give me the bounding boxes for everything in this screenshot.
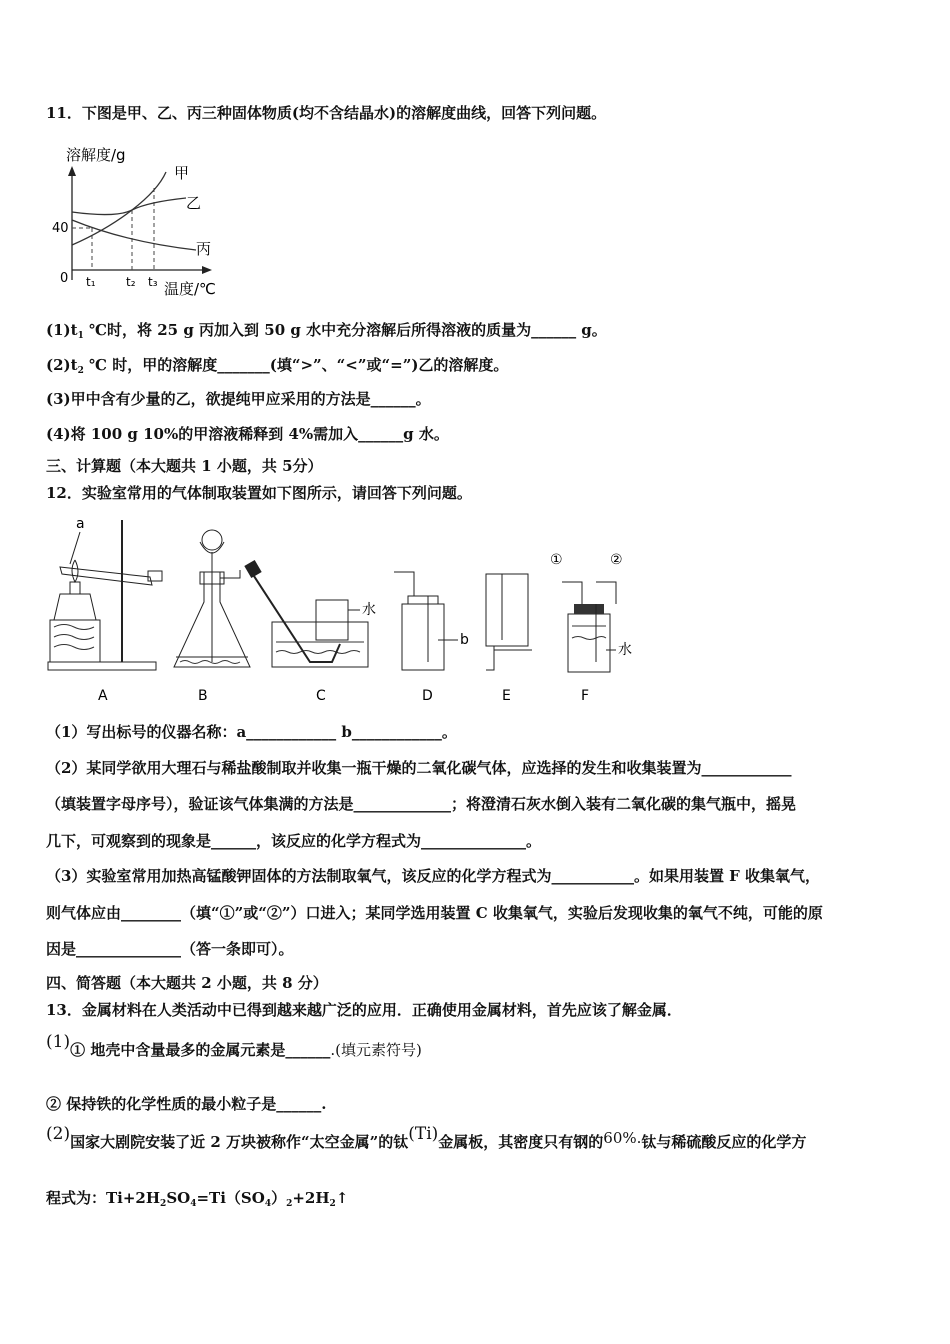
label-bing: 丙 xyxy=(196,240,212,258)
curve-jia xyxy=(72,172,166,245)
tick-t3: t₃ xyxy=(148,275,158,289)
question-12-title: 12．实验室常用的气体制取装置如下图所示，请回答下列问题。 xyxy=(46,484,472,502)
label-jia: 甲 xyxy=(174,164,190,182)
q12-part3-line2: 则气体应由________（填“①”或“②”）口进入；某同学选用装置 C 收集氧气，实验后发现收集的氧气不纯，可能的原 xyxy=(46,904,823,922)
chart-origin: 0 xyxy=(60,271,69,286)
q11-part4: (4)将 100 g 10%的甲溶液稀释到 4%需加入______g 水。 xyxy=(46,425,449,443)
q12-part2-line3: 几下，可观察到的现象是______，该反应的化学方程式为______________。 xyxy=(46,832,542,850)
label-A: A xyxy=(98,688,108,704)
apparatus-D xyxy=(394,572,469,704)
apparatus-B xyxy=(174,530,250,704)
q11-part3: (3)甲中含有少量的乙，欲提纯甲应采用的方法是______。 xyxy=(46,390,431,408)
chart-xlabel: 温度/℃ xyxy=(164,280,216,298)
section-4-heading: 四、简答题（本大题共 2 小题，共 8 分） xyxy=(46,974,328,992)
question-13-title: 13．金属材料在人类活动中已得到越来越广泛的应用．正确使用金属材料，首先应该了解金属． xyxy=(46,1001,682,1019)
label-D: D xyxy=(422,688,433,704)
label-B: B xyxy=(198,688,208,704)
q12-part2-line1: （2）某同学欲用大理石与稀盐酸制取并收集一瓶干燥的二氧化碳气体，应选择的发生和收集装置为____________ xyxy=(46,759,792,777)
q12-part3-line3: 因是______________（答一条即可）。 xyxy=(46,940,294,958)
apparatus-A xyxy=(48,516,162,704)
chart-ylabel: 溶解度/g xyxy=(66,146,126,164)
q12-part3-line1: （3）实验室常用加热高锰酸钾固体的方法制取氧气，该反应的化学方程式为___________。如果用装置 F 收集氧气， xyxy=(46,867,821,885)
q11-part1: $(1)t_1$ ℃时，将 25 g 丙加入到 50 g 水中充分溶解后所得溶液的质量为______ g。 xyxy=(46,321,607,341)
label-port-1: ① xyxy=(550,552,563,568)
q13-equation: 程式为：$Ti+2H_2SO_4=Ti(SO_4)_2+2H_2↑$ xyxy=(46,1189,349,1209)
solubility-chart xyxy=(46,140,236,300)
label-F: F xyxy=(581,688,590,704)
apparatus-F xyxy=(550,552,632,704)
q13-part1b: ② 保持铁的化学性质的最小粒子是______. xyxy=(46,1095,327,1113)
label-a: a xyxy=(76,516,85,532)
label-yi: 乙 xyxy=(186,194,202,212)
q12-part1: （1）写出标号的仪器名称：a____________ b____________。 xyxy=(46,723,457,741)
label-port-2: ② xyxy=(610,552,623,568)
label-E: E xyxy=(502,688,511,704)
tick-t1: t₁ xyxy=(86,275,96,289)
q13-part1: (1)① 地壳中含量最多的金属元素是______.(填元素符号) xyxy=(46,1032,422,1059)
label-water-2: 水 xyxy=(618,642,632,658)
apparatus-figure xyxy=(40,512,660,708)
q13-part2: (2)国家大剧院安装了近 2 万块被称作“太空金属”的钛(Ti)金属板，其密度只有钢的60%.钛与稀硫酸反应的化学方 xyxy=(46,1124,807,1151)
q11-part2: $(2)t_2$ ℃ 时，甲的溶解度_______(填“>”、“<”或“=”)乙的溶解度。 xyxy=(46,356,509,376)
curve-bing xyxy=(72,220,196,250)
label-C: C xyxy=(316,688,326,704)
label-water-1: 水 xyxy=(362,602,376,618)
question-11-title: 11．下图是甲、乙、丙三种固体物质(均不含结晶水)的溶解度曲线，回答下列问题。 xyxy=(46,104,607,122)
tick-t2: t₂ xyxy=(126,275,136,289)
apparatus-C xyxy=(244,560,376,704)
chart-y40: 40 xyxy=(52,221,69,236)
section-3-heading: 三、计算题（本大题共 1 小题，共 5分） xyxy=(46,457,323,475)
q12-part2-line2: （填装置字母序号），验证该气体集满的方法是_____________；将澄清石灰水倒入装有二氧化碳的集气瓶中，摇晃 xyxy=(46,795,797,813)
apparatus-E xyxy=(486,574,532,704)
label-b: b xyxy=(460,632,469,648)
